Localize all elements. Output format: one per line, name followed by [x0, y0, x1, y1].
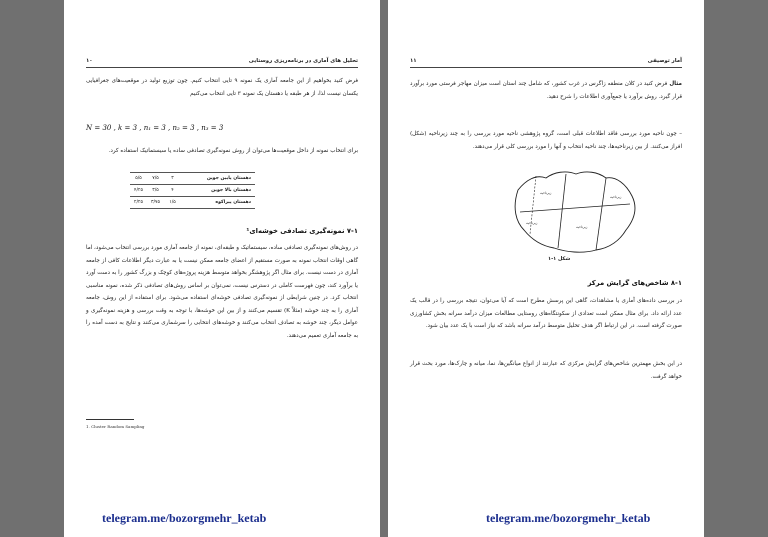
footnote-rule: [86, 419, 134, 420]
right-page-header: [410, 58, 682, 70]
table-row: [130, 173, 255, 185]
subregion-map-figure: [506, 168, 642, 256]
table-row: [130, 197, 255, 209]
left-paragraph-3: در روش‌های نمونه‌گیری تصادفی ساده، سیستماتیک و طبقه‌ای، نمونه از جامعه آماری مورد بررسی انتخاب می‌شود، اما گاهی اوقات انتخاب نمونه به صورت مستقیم از اعضای جامعه ممکن نیست یا به عبارت دیگر اطلاعات کافی از جامعه آماری در دست نیست. برای مثال اگر پژوهشگر بخواهد متوسط هزینه پروژه‌های کوچک و بزرگ کشور را به دست آورد یا برآورد کند، چون فهرست کاملی در دسترس نیست، نمی‌توان بر اساس روش‌های تصادفی ذکر شده، نمونه مناسبی انتخاب کرد. در چنین شرایطی از نمونه‌گیری تصادفی خوشه‌ای استفاده می‌شود. برای استفاده از این روش، جامعه آماری را به چند خوشه (مثلاً K) تقسیم می‌کنند و از بین این خوشه‌ها، با توجه به وقت بررسی و هزینه نمونه‌گیری و عوامل دیگر، چند خوشه به تصادف انتخاب می‌کنند و خوشه‌های انتخابی را سرشماری می‌کنند و نتایج به دست آمده را به جامعه آماری تعمیم می‌دهند.: [86, 245, 358, 339]
right-paragraph-3: در بررسی داده‌های آماری یا مشاهدات، گاهی این پرسش مطرح است که آیا می‌توان، نتیجه بررسی را در قالب یک عدد ارائه داد. برای مثال ممکن است تعدادی از سکونتگاه‌های روستایی مطالعات میزان درآمد سرانه بخش کشاورزی صورت گرفته است. در این ارتباط اگر هدف تحلیل متوسط درآمد سرانه باشد که نیاز است با یک عدد بیان شود.: [410, 298, 682, 329]
section-title-cluster-sampling: ۷-۱ نمونه‌گیری تصادفی خوشه‌ای¹: [246, 227, 358, 235]
map-divider-vertical-1: [558, 174, 566, 248]
right-page-number: ۱۱: [410, 58, 417, 64]
figure-caption: شکل ۱-۱: [548, 256, 571, 262]
map-label-3: زیرناحیه: [576, 225, 588, 229]
table-cell-region: دهستان بالا جوین: [181, 185, 255, 197]
table-cell-value: ۲/۲۵: [130, 197, 147, 209]
table-cell-value: ۴/۲۵: [130, 185, 147, 197]
map-divider-horizontal: [520, 204, 630, 212]
table-cell-region: دهستان پیراکوه: [181, 197, 255, 209]
map-label-1: زیرناحیه: [540, 191, 552, 195]
right-paragraph-1-text: فرض کنید در کلان منطقه زاگرس در غرب کشور، که شامل چند استان است میزان مهاجر فرستی مورد برآورد قرار گیرد. روش برآورد یا جمع‌آوری اطلاعات را شرح دهید.: [410, 81, 682, 100]
sampling-formula: N = 30 , k = 3 , n₁ = 3 , n₂ = 3 , n₃ = 3: [86, 124, 224, 132]
watermark-right: telegram.me/bozorgmehr_ketab: [486, 511, 651, 525]
watermark-left: telegram.me/bozorgmehr_ketab: [102, 511, 267, 525]
table-cell-value: ۳: [164, 173, 181, 185]
left-page-number: ۱۰: [86, 58, 93, 64]
left-page: [64, 0, 380, 537]
right-header-rule: [410, 67, 682, 68]
left-paragraph-1: فرض کنید بخواهیم از این جامعه آماری یک نمونه ۹ تایی انتخاب کنیم. چون توزیع تولید در موقعیت‌های جغرافیایی یکسان نیست لذا، از هر طبقه یا دهستان یک نمونه ۳ تایی انتخاب می‌کنیم: [86, 78, 359, 97]
map-label-2: زیرناحیه: [610, 195, 622, 199]
map-divider-vertical-2: [596, 178, 606, 250]
section-title-central-tendency: ۸-۱ شاخص‌های گرایش مرکز: [587, 279, 682, 287]
right-paragraph-2: – چون ناحیه مورد بررسی فاقد اطلاعات قبلی است، گروه پژوهشی ناحیه مورد بررسی را به چند زیرناحیه (شکل) افراز می‌کنند. از بین زیرناحیه‌ها، چند ناحیه انتخاب و آنها را مورد بررسی کلی قرار می‌دهند.: [410, 131, 682, 150]
map-label-4: زیرناحیه: [526, 221, 538, 225]
left-paragraph-2: برای انتخاب نمونه از داخل موقعیت‌ها می‌توان از روش نمونه‌گیری تصادفی ساده یا سیستماتیک استفاده کرد.: [108, 148, 358, 154]
table-row: [130, 185, 255, 197]
right-page: [388, 0, 704, 537]
example-label: مثال: [669, 81, 683, 87]
table-cell-value: ۳/۵: [147, 185, 164, 197]
map-outline: [515, 172, 635, 252]
left-header-rule: [86, 67, 358, 68]
table-cell-value: ۳/۷۵: [147, 197, 164, 209]
table-cell-value: ۱/۵: [164, 197, 181, 209]
right-paragraph-4: در این بخش مهمترین شاخص‌های گرایش مرکزی که عبارتند از انواع میانگین‌ها، نما، میانه و چارک‌ها، مورد بحث قرار خواهد گرفت.: [410, 361, 682, 380]
map-divider-dashed: [530, 176, 536, 234]
right-paragraph-1: [410, 78, 682, 103]
region-table: [130, 172, 255, 209]
table-cell-value: ۷/۵: [147, 173, 164, 185]
table-cell-value: ۵/۵: [130, 173, 147, 185]
right-page-header-title: آمار توصیفی: [647, 58, 682, 64]
table-cell-region: دهستان پایین جوین: [181, 173, 255, 185]
footnote: 1. Cluster Random Sampling: [86, 424, 145, 429]
left-page-header: [86, 58, 358, 70]
table-cell-value: ۴: [164, 185, 181, 197]
left-page-header-title: تحلیل های آماری در برنامه‌ریزی روستایی: [248, 58, 358, 64]
